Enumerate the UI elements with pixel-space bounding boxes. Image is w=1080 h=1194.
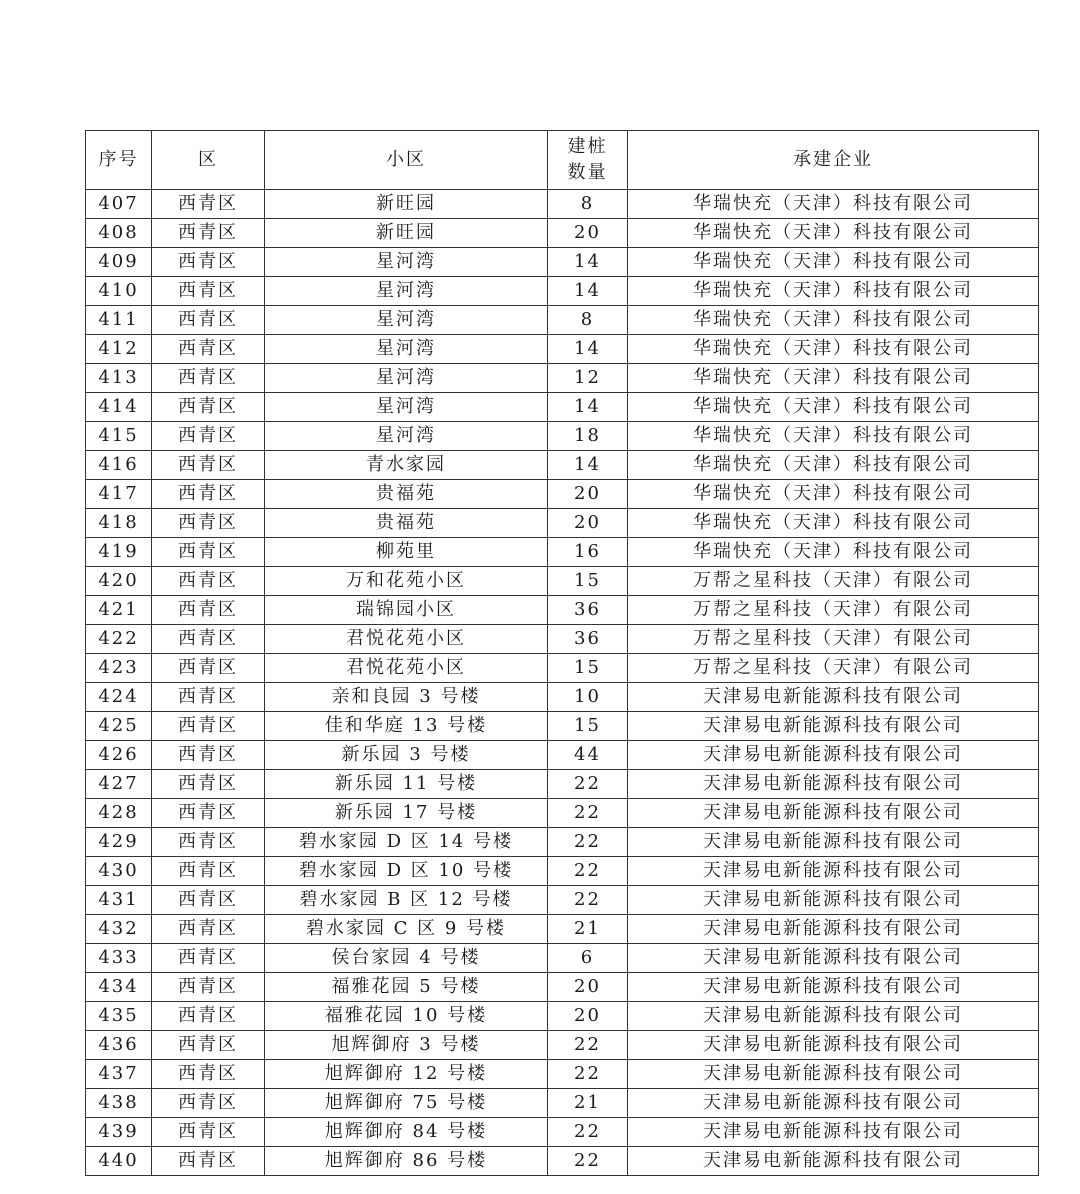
table-row (86, 219, 1039, 248)
table-row (86, 625, 1039, 654)
cell-community: 星河湾 (265, 306, 548, 335)
cell-seq: 440 (86, 1147, 152, 1176)
cell-company: 万帮之星科技（天津）有限公司 (628, 625, 1039, 654)
cell-count: 20 (548, 973, 628, 1002)
charging-pile-table (85, 130, 1039, 1176)
cell-community: 旭辉御府 12 号楼 (265, 1060, 548, 1089)
table-header (86, 131, 1039, 190)
cell-count: 22 (548, 1147, 628, 1176)
table-row (86, 480, 1039, 509)
cell-district: 西青区 (152, 973, 265, 1002)
cell-count: 22 (548, 857, 628, 886)
cell-district: 西青区 (152, 1031, 265, 1060)
table-row (86, 1002, 1039, 1031)
cell-community: 星河湾 (265, 335, 548, 364)
cell-company: 天津易电新能源科技有限公司 (628, 712, 1039, 741)
cell-count: 12 (548, 364, 628, 393)
cell-count: 36 (548, 625, 628, 654)
cell-count: 16 (548, 538, 628, 567)
cell-seq: 411 (86, 306, 152, 335)
cell-community: 新乐园 17 号楼 (265, 799, 548, 828)
cell-district: 西青区 (152, 770, 265, 799)
cell-seq: 430 (86, 857, 152, 886)
cell-company: 天津易电新能源科技有限公司 (628, 1002, 1039, 1031)
cell-district: 西青区 (152, 538, 265, 567)
cell-community: 星河湾 (265, 364, 548, 393)
cell-district: 西青区 (152, 393, 265, 422)
cell-district: 西青区 (152, 915, 265, 944)
cell-company: 华瑞快充（天津）科技有限公司 (628, 335, 1039, 364)
cell-community: 旭辉御府 3 号楼 (265, 1031, 548, 1060)
cell-district: 西青区 (152, 277, 265, 306)
cell-count: 22 (548, 886, 628, 915)
cell-community: 万和花苑小区 (265, 567, 548, 596)
cell-count: 22 (548, 799, 628, 828)
table-row (86, 567, 1039, 596)
header-company: 承建企业 (628, 131, 1039, 190)
cell-seq: 437 (86, 1060, 152, 1089)
cell-company: 华瑞快充（天津）科技有限公司 (628, 219, 1039, 248)
cell-seq: 422 (86, 625, 152, 654)
cell-community: 瑞锦园小区 (265, 596, 548, 625)
cell-count: 22 (548, 828, 628, 857)
cell-district: 西青区 (152, 219, 265, 248)
cell-company: 华瑞快充（天津）科技有限公司 (628, 277, 1039, 306)
cell-community: 新乐园 3 号楼 (265, 741, 548, 770)
cell-district: 西青区 (152, 828, 265, 857)
cell-district: 西青区 (152, 625, 265, 654)
header-row (86, 131, 1039, 190)
cell-company: 华瑞快充（天津）科技有限公司 (628, 393, 1039, 422)
cell-district: 西青区 (152, 1147, 265, 1176)
cell-seq: 432 (86, 915, 152, 944)
cell-company: 华瑞快充（天津）科技有限公司 (628, 480, 1039, 509)
cell-count: 44 (548, 741, 628, 770)
cell-district: 西青区 (152, 654, 265, 683)
cell-seq: 407 (86, 190, 152, 219)
cell-seq: 418 (86, 509, 152, 538)
cell-count: 14 (548, 248, 628, 277)
cell-community: 新旺园 (265, 219, 548, 248)
table-row (86, 712, 1039, 741)
cell-count: 15 (548, 654, 628, 683)
cell-district: 西青区 (152, 509, 265, 538)
table-row (86, 1147, 1039, 1176)
cell-district: 西青区 (152, 944, 265, 973)
cell-seq: 434 (86, 973, 152, 1002)
cell-company: 华瑞快充（天津）科技有限公司 (628, 190, 1039, 219)
cell-count: 14 (548, 335, 628, 364)
cell-count: 22 (548, 1060, 628, 1089)
table-row (86, 683, 1039, 712)
cell-seq: 409 (86, 248, 152, 277)
cell-seq: 424 (86, 683, 152, 712)
cell-seq: 423 (86, 654, 152, 683)
cell-district: 西青区 (152, 364, 265, 393)
cell-community: 侯台家园 4 号楼 (265, 944, 548, 973)
cell-community: 碧水家园 D 区 14 号楼 (265, 828, 548, 857)
cell-district: 西青区 (152, 567, 265, 596)
cell-count: 14 (548, 277, 628, 306)
cell-seq: 438 (86, 1089, 152, 1118)
table-row (86, 1031, 1039, 1060)
cell-count: 14 (548, 451, 628, 480)
cell-company: 华瑞快充（天津）科技有限公司 (628, 364, 1039, 393)
table-row (86, 828, 1039, 857)
header-district: 区 (152, 131, 265, 190)
cell-company: 天津易电新能源科技有限公司 (628, 973, 1039, 1002)
table-row (86, 277, 1039, 306)
cell-district: 西青区 (152, 451, 265, 480)
cell-count: 6 (548, 944, 628, 973)
table-row (86, 538, 1039, 567)
cell-company: 天津易电新能源科技有限公司 (628, 944, 1039, 973)
cell-count: 15 (548, 712, 628, 741)
cell-seq: 419 (86, 538, 152, 567)
table-row (86, 248, 1039, 277)
cell-community: 新旺园 (265, 190, 548, 219)
cell-company: 万帮之星科技（天津）有限公司 (628, 654, 1039, 683)
cell-community: 星河湾 (265, 248, 548, 277)
cell-community: 佳和华庭 13 号楼 (265, 712, 548, 741)
cell-community: 亲和良园 3 号楼 (265, 683, 548, 712)
cell-count: 22 (548, 770, 628, 799)
header-seq: 序号 (86, 131, 152, 190)
cell-count: 36 (548, 596, 628, 625)
cell-company: 天津易电新能源科技有限公司 (628, 915, 1039, 944)
cell-community: 旭辉御府 86 号楼 (265, 1147, 548, 1176)
cell-community: 青水家园 (265, 451, 548, 480)
cell-count: 22 (548, 1031, 628, 1060)
cell-company: 万帮之星科技（天津）有限公司 (628, 596, 1039, 625)
table-row (86, 915, 1039, 944)
table-row (86, 886, 1039, 915)
cell-seq: 436 (86, 1031, 152, 1060)
cell-district: 西青区 (152, 683, 265, 712)
cell-seq: 429 (86, 828, 152, 857)
cell-count: 22 (548, 1118, 628, 1147)
cell-district: 西青区 (152, 799, 265, 828)
table-row (86, 596, 1039, 625)
cell-community: 君悦花苑小区 (265, 625, 548, 654)
cell-community: 星河湾 (265, 422, 548, 451)
cell-district: 西青区 (152, 335, 265, 364)
cell-company: 华瑞快充（天津）科技有限公司 (628, 451, 1039, 480)
cell-seq: 410 (86, 277, 152, 306)
cell-company: 华瑞快充（天津）科技有限公司 (628, 422, 1039, 451)
cell-seq: 415 (86, 422, 152, 451)
cell-community: 旭辉御府 75 号楼 (265, 1089, 548, 1118)
cell-count: 21 (548, 915, 628, 944)
cell-count: 8 (548, 190, 628, 219)
cell-company: 天津易电新能源科技有限公司 (628, 683, 1039, 712)
cell-district: 西青区 (152, 886, 265, 915)
table-row (86, 393, 1039, 422)
cell-company: 天津易电新能源科技有限公司 (628, 770, 1039, 799)
cell-company: 华瑞快充（天津）科技有限公司 (628, 509, 1039, 538)
cell-seq: 416 (86, 451, 152, 480)
cell-seq: 439 (86, 1118, 152, 1147)
cell-community: 福雅花园 10 号楼 (265, 1002, 548, 1031)
header-count-line2: 数量 (567, 162, 608, 183)
cell-community: 星河湾 (265, 393, 548, 422)
cell-company: 天津易电新能源科技有限公司 (628, 1118, 1039, 1147)
cell-district: 西青区 (152, 1060, 265, 1089)
cell-district: 西青区 (152, 712, 265, 741)
cell-count: 20 (548, 480, 628, 509)
cell-company: 华瑞快充（天津）科技有限公司 (628, 538, 1039, 567)
cell-seq: 413 (86, 364, 152, 393)
cell-seq: 412 (86, 335, 152, 364)
header-count (548, 131, 628, 190)
cell-seq: 414 (86, 393, 152, 422)
cell-community: 碧水家园 C 区 9 号楼 (265, 915, 548, 944)
cell-community: 新乐园 11 号楼 (265, 770, 548, 799)
cell-count: 21 (548, 1089, 628, 1118)
table-row (86, 335, 1039, 364)
cell-count: 18 (548, 422, 628, 451)
cell-seq: 428 (86, 799, 152, 828)
cell-company: 天津易电新能源科技有限公司 (628, 828, 1039, 857)
cell-count: 14 (548, 393, 628, 422)
cell-district: 西青区 (152, 741, 265, 770)
table-row (86, 509, 1039, 538)
table-row (86, 973, 1039, 1002)
cell-community: 贵福苑 (265, 480, 548, 509)
cell-company: 天津易电新能源科技有限公司 (628, 1089, 1039, 1118)
cell-district: 西青区 (152, 1089, 265, 1118)
cell-community: 君悦花苑小区 (265, 654, 548, 683)
table-row (86, 1089, 1039, 1118)
table-body (86, 190, 1039, 1176)
cell-company: 天津易电新能源科技有限公司 (628, 1060, 1039, 1089)
cell-community: 贵福苑 (265, 509, 548, 538)
cell-district: 西青区 (152, 190, 265, 219)
cell-community: 旭辉御府 84 号楼 (265, 1118, 548, 1147)
cell-seq: 433 (86, 944, 152, 973)
cell-community: 碧水家园 D 区 10 号楼 (265, 857, 548, 886)
cell-count: 15 (548, 567, 628, 596)
cell-company: 天津易电新能源科技有限公司 (628, 741, 1039, 770)
cell-seq: 408 (86, 219, 152, 248)
cell-company: 天津易电新能源科技有限公司 (628, 857, 1039, 886)
cell-district: 西青区 (152, 1002, 265, 1031)
cell-district: 西青区 (152, 596, 265, 625)
cell-seq: 426 (86, 741, 152, 770)
cell-count: 20 (548, 1002, 628, 1031)
cell-company: 天津易电新能源科技有限公司 (628, 1147, 1039, 1176)
cell-district: 西青区 (152, 480, 265, 509)
table-row (86, 1118, 1039, 1147)
cell-district: 西青区 (152, 422, 265, 451)
table-row (86, 364, 1039, 393)
cell-company: 万帮之星科技（天津）有限公司 (628, 567, 1039, 596)
cell-seq: 435 (86, 1002, 152, 1031)
cell-community: 星河湾 (265, 277, 548, 306)
cell-count: 20 (548, 219, 628, 248)
cell-company: 华瑞快充（天津）科技有限公司 (628, 248, 1039, 277)
cell-count: 8 (548, 306, 628, 335)
cell-company: 天津易电新能源科技有限公司 (628, 886, 1039, 915)
table-row (86, 1060, 1039, 1089)
cell-company: 华瑞快充（天津）科技有限公司 (628, 306, 1039, 335)
cell-seq: 425 (86, 712, 152, 741)
cell-company: 天津易电新能源科技有限公司 (628, 1031, 1039, 1060)
table-row (86, 422, 1039, 451)
cell-seq: 421 (86, 596, 152, 625)
cell-seq: 427 (86, 770, 152, 799)
table-row (86, 654, 1039, 683)
table-row (86, 799, 1039, 828)
cell-district: 西青区 (152, 1118, 265, 1147)
table-row (86, 190, 1039, 219)
cell-seq: 431 (86, 886, 152, 915)
table-row (86, 944, 1039, 973)
table-row (86, 306, 1039, 335)
cell-community: 碧水家园 B 区 12 号楼 (265, 886, 548, 915)
cell-seq: 417 (86, 480, 152, 509)
table-row (86, 770, 1039, 799)
cell-district: 西青区 (152, 857, 265, 886)
cell-company: 天津易电新能源科技有限公司 (628, 799, 1039, 828)
cell-district: 西青区 (152, 248, 265, 277)
cell-count: 20 (548, 509, 628, 538)
table-row (86, 741, 1039, 770)
table-row (86, 451, 1039, 480)
cell-community: 柳苑里 (265, 538, 548, 567)
table-row (86, 857, 1039, 886)
cell-district: 西青区 (152, 306, 265, 335)
header-community: 小区 (265, 131, 548, 190)
header-count-line1: 建桩 (567, 136, 608, 157)
cell-count: 10 (548, 683, 628, 712)
cell-seq: 420 (86, 567, 152, 596)
cell-community: 福雅花园 5 号楼 (265, 973, 548, 1002)
